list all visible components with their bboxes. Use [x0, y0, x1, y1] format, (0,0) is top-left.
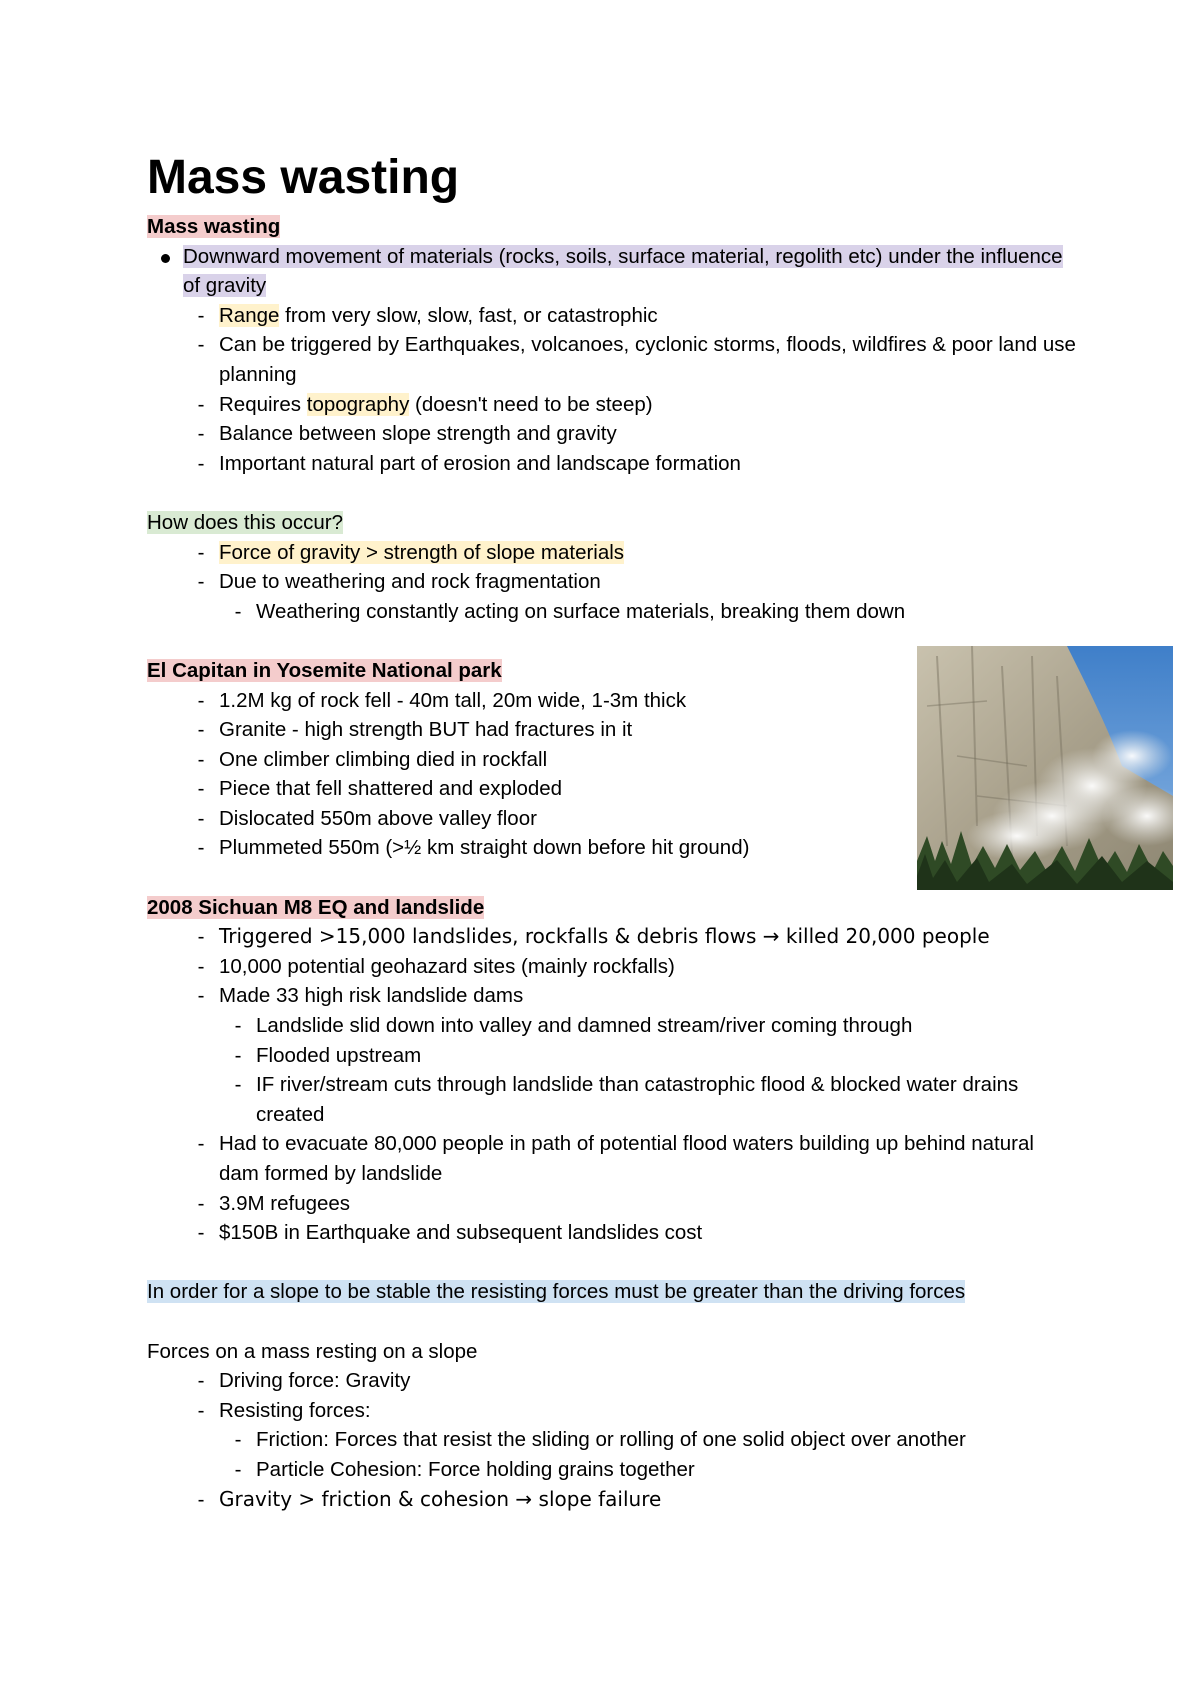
due-text: Due to weathering and rock fragmentation: [219, 570, 601, 594]
dash-icon: -: [197, 747, 205, 771]
heading-text: Mass wasting: [147, 215, 281, 238]
dash-icon: -: [197, 303, 205, 327]
item-text: One climber climbing died in rockfall: [219, 747, 548, 771]
range-highlight: Range: [219, 303, 280, 327]
trigger-text: Can be triggered by Earthquakes, volcanoes, cyclonic storms, floods, wildfires & poor land use planning: [219, 333, 1076, 386]
topography-highlight: topography: [306, 392, 410, 416]
list-item: [147, 242, 1077, 301]
dash-icon: -: [234, 1073, 242, 1097]
requires-text: Requires: [219, 392, 307, 416]
dam-sub-text: Landslide slid down into valley and damned stream/river coming through: [256, 1014, 913, 1038]
dash-icon: -: [197, 688, 205, 712]
page-title: Mass wasting: [147, 151, 460, 204]
balance-text: Balance between slope strength and gravity: [219, 422, 617, 446]
cost-text: $150B in Earthquake and subsequent landslides cost: [219, 1221, 703, 1245]
dash-icon: -: [197, 1398, 205, 1422]
dash-icon: -: [197, 570, 205, 594]
evacuate-text: Had to evacuate 80,000 people in path of potential flood waters building up behind natural dam formed by landslide: [219, 1132, 1034, 1185]
item-text: Granite - high strength BUT had fractures in it: [219, 718, 633, 742]
dash-icon: -: [197, 1221, 205, 1245]
dash-icon: -: [234, 1428, 242, 1452]
section-heading-mass-wasting: [147, 212, 1077, 242]
heading-text: How does this occur?: [147, 510, 343, 534]
list-item: [147, 922, 1077, 952]
list-item: [147, 952, 1077, 982]
list-item: [147, 449, 1077, 479]
sites-text: 10,000 potential geohazard sites (mainly rockfalls): [219, 954, 675, 978]
list-item: [147, 1218, 1077, 1248]
item-text: Plummeted 550m (>½ km straight down before hit ground): [219, 836, 750, 860]
stability-statement: [147, 1277, 1077, 1307]
item-text: Dislocated 550m above valley floor: [219, 806, 537, 830]
list-item: [147, 390, 1077, 420]
list-item: [147, 538, 1077, 568]
bullet-dot-icon: [147, 242, 183, 272]
dam-sub-text: Flooded upstream: [256, 1043, 422, 1067]
dam-sub-text: IF river/stream cuts through landslide than catastrophic flood & blocked water drains created: [256, 1073, 1019, 1126]
resisting-text: Resisting forces:: [219, 1398, 371, 1422]
triggered-text: Triggered >15,000 landslides, rockfalls & debris flows → killed 20,000 people: [219, 924, 990, 949]
heading-text: El Capitan in Yosemite National park: [147, 658, 502, 682]
dams-text: Made 33 high risk landslide dams: [219, 984, 524, 1008]
refugees-text: 3.9M refugees: [219, 1191, 351, 1215]
dash-icon: -: [197, 954, 205, 978]
dash-icon: -: [197, 806, 205, 830]
forces-heading: Forces on a mass resting on a slope: [147, 1339, 478, 1363]
dash-icon: -: [234, 1043, 242, 1067]
list-item: [147, 1011, 1077, 1041]
dash-icon: -: [234, 1457, 242, 1481]
dash-icon: -: [197, 451, 205, 475]
list-item: [147, 1041, 1077, 1071]
section-heading-how: [147, 508, 1077, 538]
list-item: [147, 1396, 1077, 1426]
list-item: [147, 1455, 1077, 1485]
friction-text: Friction: Forces that resist the sliding or rolling of one solid object over another: [256, 1428, 966, 1452]
requires-text-end: (doesn't need to be steep): [409, 392, 653, 416]
dash-icon: -: [197, 392, 205, 416]
dash-icon: -: [197, 333, 205, 357]
failure-text: Gravity > friction & cohesion → slope failure: [219, 1486, 662, 1511]
list-item: [147, 567, 1077, 597]
heading-text: 2008 Sichuan M8 EQ and landslide: [147, 895, 485, 919]
list-item: [147, 419, 1077, 449]
dash-icon: -: [197, 718, 205, 742]
stability-text: In order for a slope to be stable the resisting forces must be greater than the driving forces: [147, 1280, 966, 1304]
driving-text: Driving force: Gravity: [219, 1369, 411, 1393]
range-text: from very slow, slow, fast, or catastrophic: [279, 303, 658, 327]
list-item: [147, 1189, 1077, 1219]
dash-icon: -: [197, 1487, 205, 1511]
list-item: [147, 981, 1077, 1011]
weathering-text: Weathering constantly acting on surface materials, breaking them down: [256, 599, 906, 623]
list-item: [147, 1366, 1077, 1396]
item-text: 1.2M kg of rock fell - 40m tall, 20m wide, 1-3m thick: [219, 688, 687, 712]
list-item: [147, 1070, 1077, 1129]
dash-icon: -: [197, 1132, 205, 1156]
list-item: [147, 330, 1077, 389]
important-text: Important natural part of erosion and landscape formation: [219, 451, 741, 475]
list-item: [147, 1129, 1077, 1188]
dash-icon: -: [197, 777, 205, 801]
section-heading-sichuan: [147, 893, 1077, 923]
list-item: [147, 1425, 1077, 1455]
force-highlight: Force of gravity > strength of slope materials: [219, 540, 625, 564]
definition-text: Downward movement of materials (rocks, soils, surface material, regolith etc) under the influence of gravity: [183, 244, 1063, 298]
dash-icon: -: [197, 984, 205, 1008]
list-item: [147, 1485, 1077, 1515]
el-capitan-photo: [917, 646, 1173, 890]
dash-icon: -: [197, 422, 205, 446]
item-text: Piece that fell shattered and exploded: [219, 777, 563, 801]
list-item: [147, 301, 1077, 331]
dash-icon: -: [234, 599, 242, 623]
dash-icon: -: [197, 925, 205, 949]
dash-icon: -: [197, 1369, 205, 1393]
dash-icon: -: [197, 540, 205, 564]
dash-icon: -: [197, 1191, 205, 1215]
list-item: [147, 597, 1077, 627]
cohesion-text: Particle Cohesion: Force holding grains together: [256, 1457, 695, 1481]
dash-icon: -: [197, 836, 205, 860]
dash-icon: -: [234, 1014, 242, 1038]
